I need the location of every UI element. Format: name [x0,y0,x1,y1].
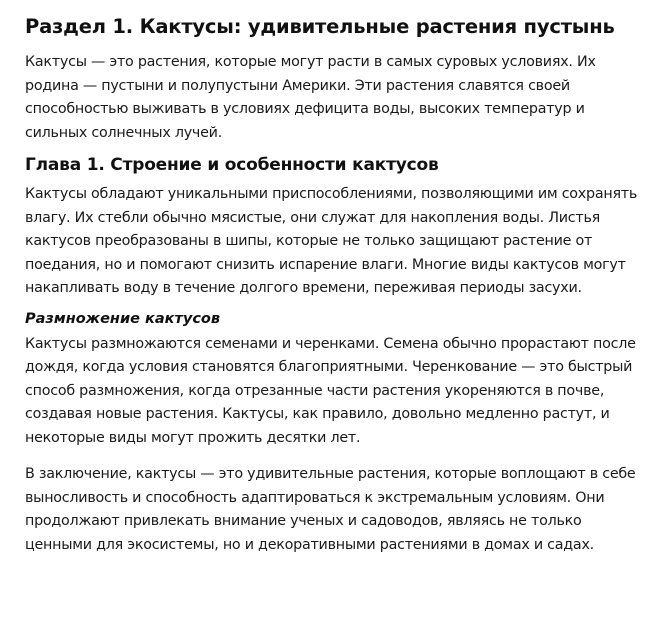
subsection-body-paragraph: Кактусы размножаются семенами и черенками. Семена обычно прорастают после дождя, когда условия становятся благоприятными. Черенкование — это быстрый способ размножения, когда отрезанные части растения укореняются в почве, создавая новые растения. Кактусы, как правило, довольно медленно растут, и некоторые виды могут прожить десятки лет. [25,335,636,446]
chapter-body-paragraph: Кактусы обладают уникальными приспособлениями, позволяющими им сохранять влагу. Их стебли обычно мясистые, они служат для накопления воды. Листья кактусов преобразованы в шипы, которые не только защищают растение от поедания, но и помогают снизить испарение влаги. Многие виды кактусов могут накапливать воду в течение долгого времени, переживая периоды засухи. [25,186,638,296]
conclusion-paragraph: В заключение, кактусы — это удивительные растения, которые воплощают в себе выносливость и способность адаптироваться к экстремальным условиям. Они продолжают привлекать внимание ученых и садоводов, являясь не только ценными для экосистемы, но и декоративными растениями в домах и садах. [25,466,636,553]
chapter-title: Глава 1. Строение и особенности кактусов [25,155,439,175]
section-intro-paragraph: Кактусы — это растения, которые могут расти в самых суровых условиях. Их родина — пустыни и полупустыни Америки. Эти растения славятся своей способностью выживать в условиях дефицита воды, высоких температур и сильных солнечных лучей. [25,54,596,141]
subsection-title: Размножение кактусов [25,310,221,327]
section-title: Раздел 1. Кактусы: удивительные растения пустынь [25,15,615,38]
